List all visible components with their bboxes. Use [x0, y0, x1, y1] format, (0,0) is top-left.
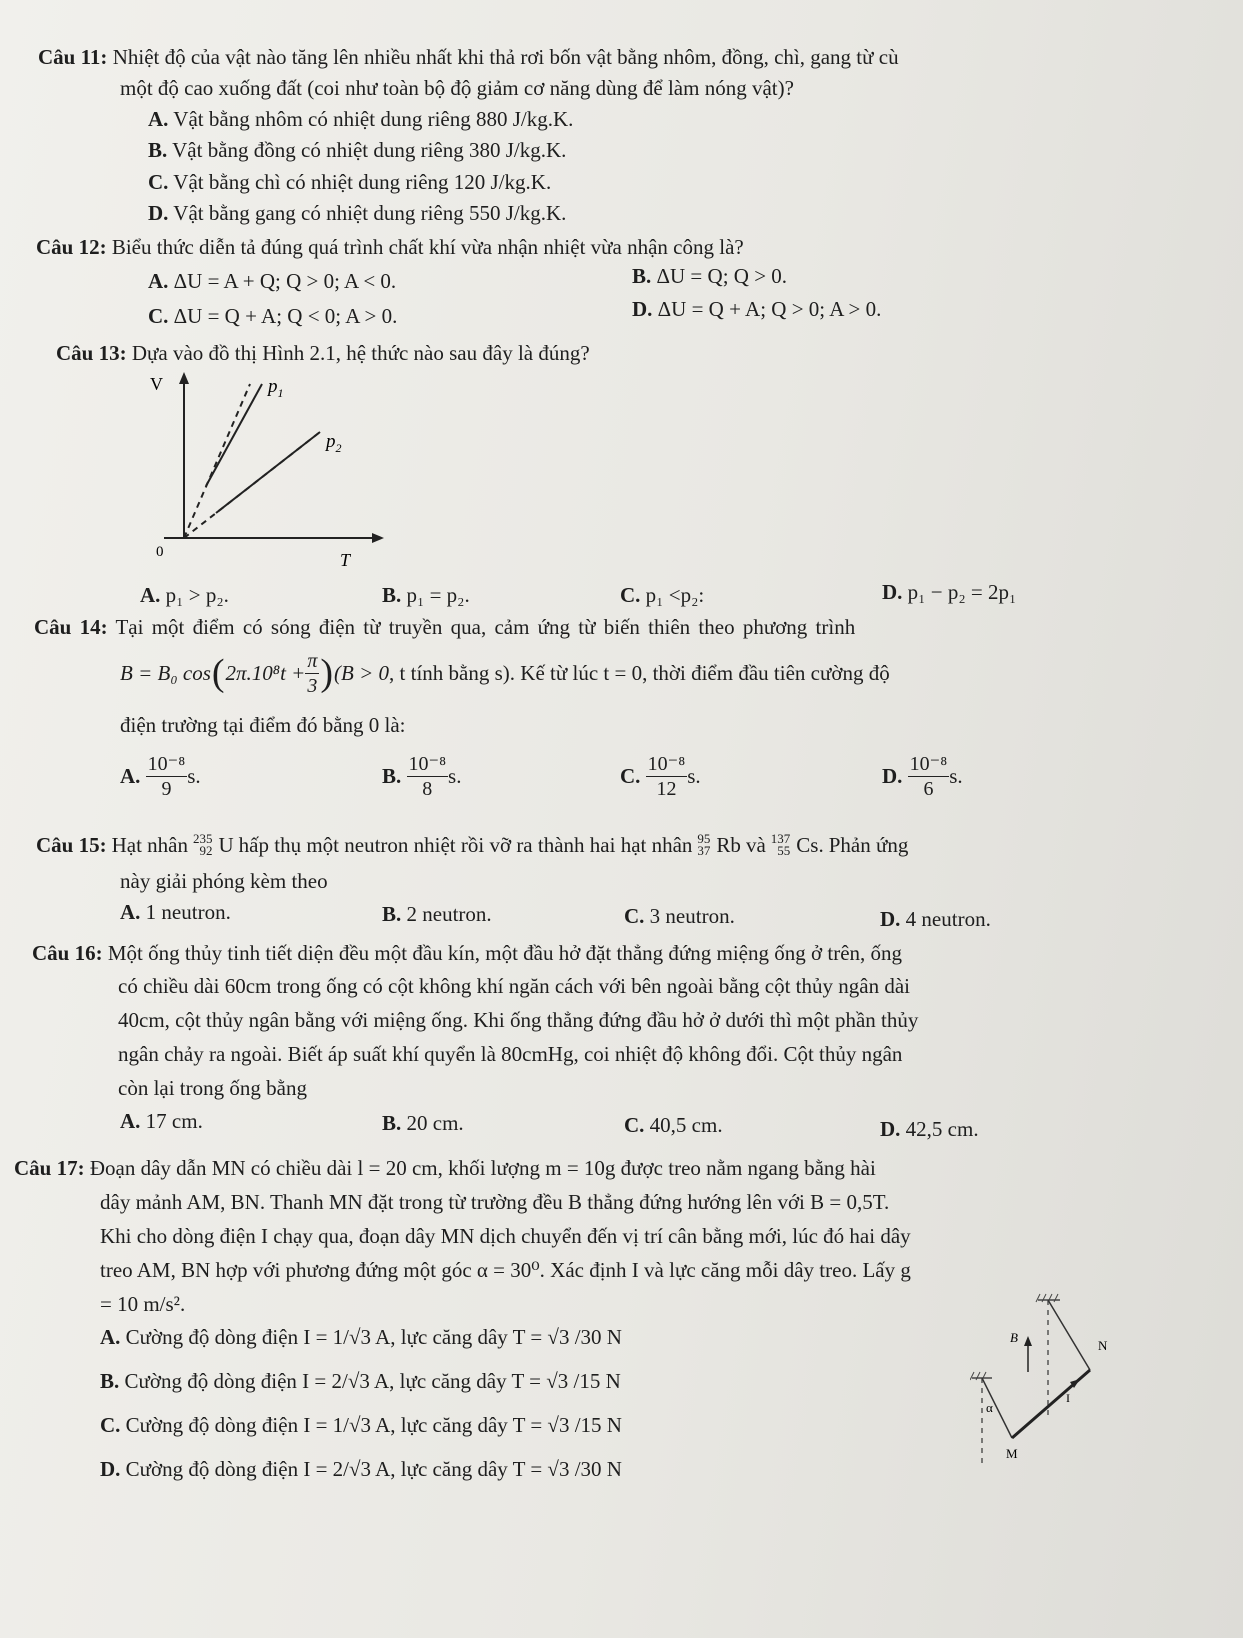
q11-option-c[interactable]: C. Vật bằng chì có nhiệt dung riêng 120 J/kg.K.: [148, 170, 552, 194]
origin-label: 0: [156, 544, 164, 560]
q16-line2: có chiều dài 60cm trong ống có cột không khí ngăn cách với bên ngoài bằng cột thủy ngân dài: [118, 974, 910, 998]
q13-stem: Câu 13: Dựa vào đồ thị Hình 2.1, hệ thức nào sau đây là đúng?: [56, 341, 590, 365]
b-label: B: [1010, 1330, 1018, 1345]
q14-formula-line: [120, 646, 890, 700]
t-axis-label: T: [340, 550, 351, 570]
q17-line5: = 10 m/s².: [100, 1292, 186, 1316]
q11-option-b[interactable]: B. Vật bằng đồng có nhiệt dung riêng 380 J/kg.K.: [148, 138, 567, 162]
q14-option-b[interactable]: B. $\frac{\text{10⁻⁸}}{8}$ s.: [382, 753, 462, 800]
q14-formula-prefix: B = B₀ cos: [120, 661, 211, 685]
cs137-isotope: 137 55: [770, 831, 791, 858]
q16-option-a[interactable]: A. 17 cm.: [120, 1109, 203, 1133]
q13-option-b[interactable]: B. p₁ = p₂.: [382, 583, 470, 607]
q17-option-c[interactable]: C. Cường độ dòng điện I = 1/√3 A, lực căng dây T = √3 /15 N: [100, 1413, 622, 1437]
q15-option-c[interactable]: C. 3 neutron.: [624, 904, 735, 928]
q17-wire-figure: [970, 1290, 1170, 1480]
q12-stem: Câu 12: Biểu thức diễn tả đúng quá trình chất khí vừa nhận nhiệt vừa nhận công là?: [36, 235, 744, 259]
q16-line5: còn lại trong ống bằng: [118, 1076, 307, 1100]
q14-formula-argument: 2π.10⁸t +: [225, 661, 306, 685]
q15-option-b[interactable]: B. 2 neutron.: [382, 902, 492, 926]
q16-option-c[interactable]: C. 40,5 cm.: [624, 1113, 723, 1137]
q15-line2: này giải phóng kèm theo: [120, 869, 328, 893]
q17-line2: dây mảnh AM, BN. Thanh MN đặt trong từ trường đều B thẳng đứng hướng lên với B = 0,5T.: [100, 1190, 890, 1214]
p1-extension: [184, 384, 250, 538]
q15-option-a[interactable]: A. 1 neutron.: [120, 900, 231, 924]
p2-line: [216, 432, 320, 513]
p1-label: $p_1$: [268, 376, 284, 400]
q15-line1: Câu 15: Hạt nhân 235 92 U hấp thụ một neutron nhiệt rồi vỡ ra thành hai hạt nhân 95 37 Rb và 137 55 Cs. Phản ứng: [36, 831, 909, 858]
thread-bn: [1048, 1300, 1090, 1370]
q16-option-b[interactable]: B. 20 cm.: [382, 1111, 464, 1135]
q17-option-d[interactable]: D. Cường độ dòng điện I = 2/√3 A, lực căng dây T = √3 /30 N: [100, 1457, 622, 1481]
q13-vt-graph: [140, 370, 400, 570]
q14-line3: điện trường tại điểm đó bằng 0 là:: [120, 713, 406, 737]
q17-option-a[interactable]: A. Cường độ dòng điện I = 1/√3 A, lực căng dây T = √3 /30 N: [100, 1325, 622, 1349]
q15-option-d[interactable]: D. 4 neutron.: [880, 907, 991, 931]
q12-option-b[interactable]: B. ΔU = Q; Q > 0.: [632, 264, 788, 288]
p1-line: [206, 384, 262, 486]
q11-option-d[interactable]: D. Vật bằng gang có nhiệt dung riêng 550 J/kg.K.: [148, 201, 567, 225]
m-label: M: [1006, 1446, 1018, 1461]
q12-option-c[interactable]: C. ΔU = Q + A; Q < 0; A > 0.: [148, 304, 398, 328]
v-axis-arrow: [179, 372, 189, 384]
q16-line4: ngân chảy ra ngoài. Biết áp suất khí quyển là 80cmHg, coi nhiệt độ không đổi. Cột thủy ngân: [118, 1042, 903, 1066]
q11-option-a[interactable]: A. Vật bằng nhôm có nhiệt dung riêng 880 J/kg.K.: [148, 107, 574, 131]
q14-paren-close: ): [320, 652, 334, 694]
q12-option-d[interactable]: D. ΔU = Q + A; Q > 0; A > 0.: [632, 297, 882, 321]
t-axis-arrow: [372, 533, 384, 543]
v-axis-label: V: [150, 374, 163, 394]
rb95-isotope: 95 37: [697, 831, 711, 858]
q14-line2-tail: , t tính bằng s). Kế từ lúc t = 0, thời điểm đầu tiên cường độ: [389, 661, 890, 685]
q14-pi-over-3: $\frac{\pi}{3}$: [307, 649, 318, 697]
q14-line1: Câu 14: Tại một điểm có sóng điện từ truyền qua, cảm ứng từ biến thiên theo phương trình: [34, 615, 856, 639]
q17-line1: Câu 17: Đoạn dây dẫn MN có chiều dài l = 20 cm, khối lượng m = 10g được treo nằm ngang bằng hài: [14, 1156, 876, 1180]
q16-option-d[interactable]: D. 42,5 cm.: [880, 1117, 979, 1141]
q16-line1: Câu 16: Một ống thủy tinh tiết diện đều một đầu kín, một đầu hở đặt thẳng đứng miệng ống ở trên, ống: [32, 941, 903, 965]
q12-option-a[interactable]: A. ΔU = A + Q; Q > 0; A < 0.: [148, 269, 397, 293]
p2-label: $p_2$: [326, 431, 342, 455]
q17-line3: Khi cho dòng điện I chạy qua, đoạn dây MN dịch chuyển đến vị trí cân bằng mới, lúc đó hai dây: [100, 1224, 911, 1248]
alpha-label: α: [986, 1400, 993, 1415]
q11-label: Câu 11:: [38, 45, 108, 69]
q14-option-c[interactable]: C. $\frac{\text{10⁻⁸}}{12}$ s.: [620, 753, 701, 800]
n-label: N: [1098, 1338, 1108, 1353]
q16-line3: 40cm, cột thủy ngân bằng với miệng ống. Khi ống thẳng đứng đầu hở ở dưới thì một phần thủy: [118, 1008, 919, 1032]
q14-paren-open: (: [211, 652, 225, 694]
q13-option-c[interactable]: C. p₁ <p₂:: [620, 583, 705, 607]
q13-option-d[interactable]: D. p₁ − p₂ = 2p₁: [882, 580, 1017, 604]
q11-line1: Câu 11: Nhiệt độ của vật nào tăng lên nhiều nhất khi thả rơi bốn vật bằng nhôm, đồng, chì, gang từ cù: [38, 45, 899, 69]
q17-option-b[interactable]: B. Cường độ dòng điện I = 2/√3 A, lực căng dây T = √3 /15 N: [100, 1369, 621, 1393]
q13-option-a[interactable]: A. p₁ > p₂.: [140, 583, 229, 607]
q17-line4: treo AM, BN hợp với phương đứng một góc α = 30⁰. Xác định I và lực căng mỗi dây treo. Lấy g: [100, 1258, 911, 1282]
q14-option-a[interactable]: A. $\frac{\text{10⁻⁸}}{9}$ s.: [120, 753, 201, 800]
q14-option-d[interactable]: D. $\frac{\text{10⁻⁸}}{6}$ s.: [882, 753, 963, 800]
q11-line2: một độ cao xuống đất (coi như toàn bộ độ giảm cơ năng dùng để làm nóng vật)?: [120, 76, 794, 100]
q14-formula-condition: (B > 0: [334, 661, 390, 685]
u235-isotope: 235 92: [193, 831, 213, 858]
i-label: I: [1066, 1391, 1070, 1405]
